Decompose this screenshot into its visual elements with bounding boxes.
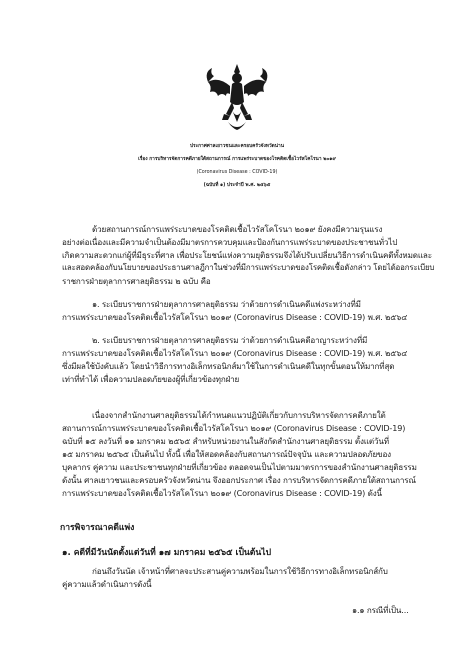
announcement-subject: เรื่อง การบริหารจัดการคดีภายใต้สถานการณ์ การแพร่ระบาดของโรคติดเชื้อไวรัสโคโรนา ๒๐๑๙ [138,157,336,162]
page-continuation: ๑.๑ กรณีที่เป็น... [352,605,409,615]
paragraph-line: บุคลากร คู่ความ และประชาชนทุกฝ่ายที่เกี่ยวข้อง ตลอดจนเป็นไปตามมาตรการของสำนักงานศาลยุติธรรม [62,462,417,472]
item-title: ๑. คดีที่มีวันนัดตั้งแต่วันที่ ๑๗ มกราคม ๒๕๖๕ เป็นต้นไป [62,548,272,558]
announcement-subject-en: (Coronavirus Disease : COVID-19) [196,170,278,175]
paragraph-line: ดังนั้น ศาลเยาวชนและครอบครัวจังหวัดน่าน จึงออกประกาศ เรื่อง การบริหารจัดการคดีภายใต้สถานการณ์ [62,475,416,485]
paragraph-line: ก่อนถึงวันนัด เจ้าหน้าที่ศาลจะประสานคู่ความพร้อมในการใช้วิธีการทางอิเล็กทรอนิกส์กับ [92,566,388,576]
paragraph-line: อย่างต่อเนื่องและมีความจำเป็นต้องมีมาตรการควบคุมและป้องกันการแพร่ระบาดของประชาชนทั่วไป [62,237,398,247]
announcement-edition: (ฉบับที่ ๑) ประจำปี พ.ศ. ๒๕๖๕ [203,183,271,188]
paragraph-line: การแพร่ระบาดของโรคติดเชื้อไวรัสโคโรนา ๒๐๑๙ (Coronavirus Disease : COVID-19) พ.ศ. ๒๕๖๔ [62,348,408,358]
paragraph-line: คู่ความแล้วดำเนินการดังนี้ [62,579,152,589]
paragraph-line: เนื่องจากสำนักงานศาลยุติธรรมได้กำหนดแนวปฏิบัติเกี่ยวกับการบริหารจัดการคดีภายใต้ [92,410,386,420]
paragraph-line: ๑๕ มกราคม ๒๕๖๕ เป็นต้นไป ทั้งนี้ เพื่อให้สอดคล้องกับสถานการณ์ปัจจุบัน และความปลอดภัยของ [62,449,391,459]
section-title: การพิจารณาคดีแพ่ง [60,523,135,533]
paragraph-line: และสอดคล้องกับนโยบายของประธานศาลฎีกาในช่วงที่มีการแพร่ระบาดของโรคติดเชื้อดังกล่าว โดยได้ออกระเบียบ [62,263,435,272]
paragraph-line: ราชการฝ่ายตุลาการศาลยุติธรรม ๒ ฉบับ คือ [62,276,211,286]
paragraph-line: การแพร่ระบาดของโรคติดเชื้อไวรัสโคโรนา ๒๐๑๙ (Coronavirus Disease : COVID-19) ดังนี้ [62,488,382,498]
paragraph-line: เกิดความสะดวกแก่ผู้ที่มีธุระที่ศาล เพื่อประโยชน์แห่งความยุติธรรมจึงได้ปรับเปลี่ยนวิธีการดำเนินคดีทั้งหมดและ [62,250,432,260]
paragraph-line: ๒. ระเบียบราชการฝ่ายตุลาการศาลยุติธรรม ว่าด้วยการดำเนินคดีอาญาระหว่างที่มี [92,335,368,345]
announcement-title: ประกาศศาลเยาวชนและครอบครัวจังหวัดน่าน [189,144,285,149]
paragraph-line: ๑. ระเบียบราชการฝ่ายตุลาการศาลยุติธรรม ว่าด้วยการดำเนินคดีแพ่งระหว่างที่มี [92,299,361,309]
paragraph-line: ด้วยสถานการณ์การแพร่ระบาดของโรคติดเชื้อไวรัสโคโรนา ๒๐๑๙ ยังคงมีความรุนแรง [92,224,383,234]
paragraph-line: การแพร่ระบาดของโรคติดเชื้อไวรัสโคโรนา ๒๐๑๙ (Coronavirus Disease : COVID-19) พ.ศ. ๒๕๖๔ [62,312,408,322]
paragraph-line: สถานการณ์การแพร่ระบาดของโรคติดเชื้อไวรัสโคโรนา ๒๐๑๙ (Coronavirus Disease : COVID-19) [62,423,406,433]
garuda-emblem-icon [204,62,270,134]
paragraph-line: ซึ่งมีผลใช้บังคับแล้ว โดยนำวิธีการทางอิเล็กทรอนิกส์มาใช้ในการดำเนินคดีในทุกขั้นตอนให้มากที่สุด [62,361,395,371]
paragraph-line: ฉบับที่ ๑๕ ลงวันที่ ๑๑ มกราคม ๒๕๖๕ สำหรับหน่วยงานในสังกัดสำนักงานศาลยุติธรรม ตั้งแต่วันที่ [62,436,389,446]
paragraph-line: เท่าที่ทำได้ เพื่อความปลอดภัยของผู้ที่เกี่ยวข้องทุกฝ่าย [62,374,240,384]
